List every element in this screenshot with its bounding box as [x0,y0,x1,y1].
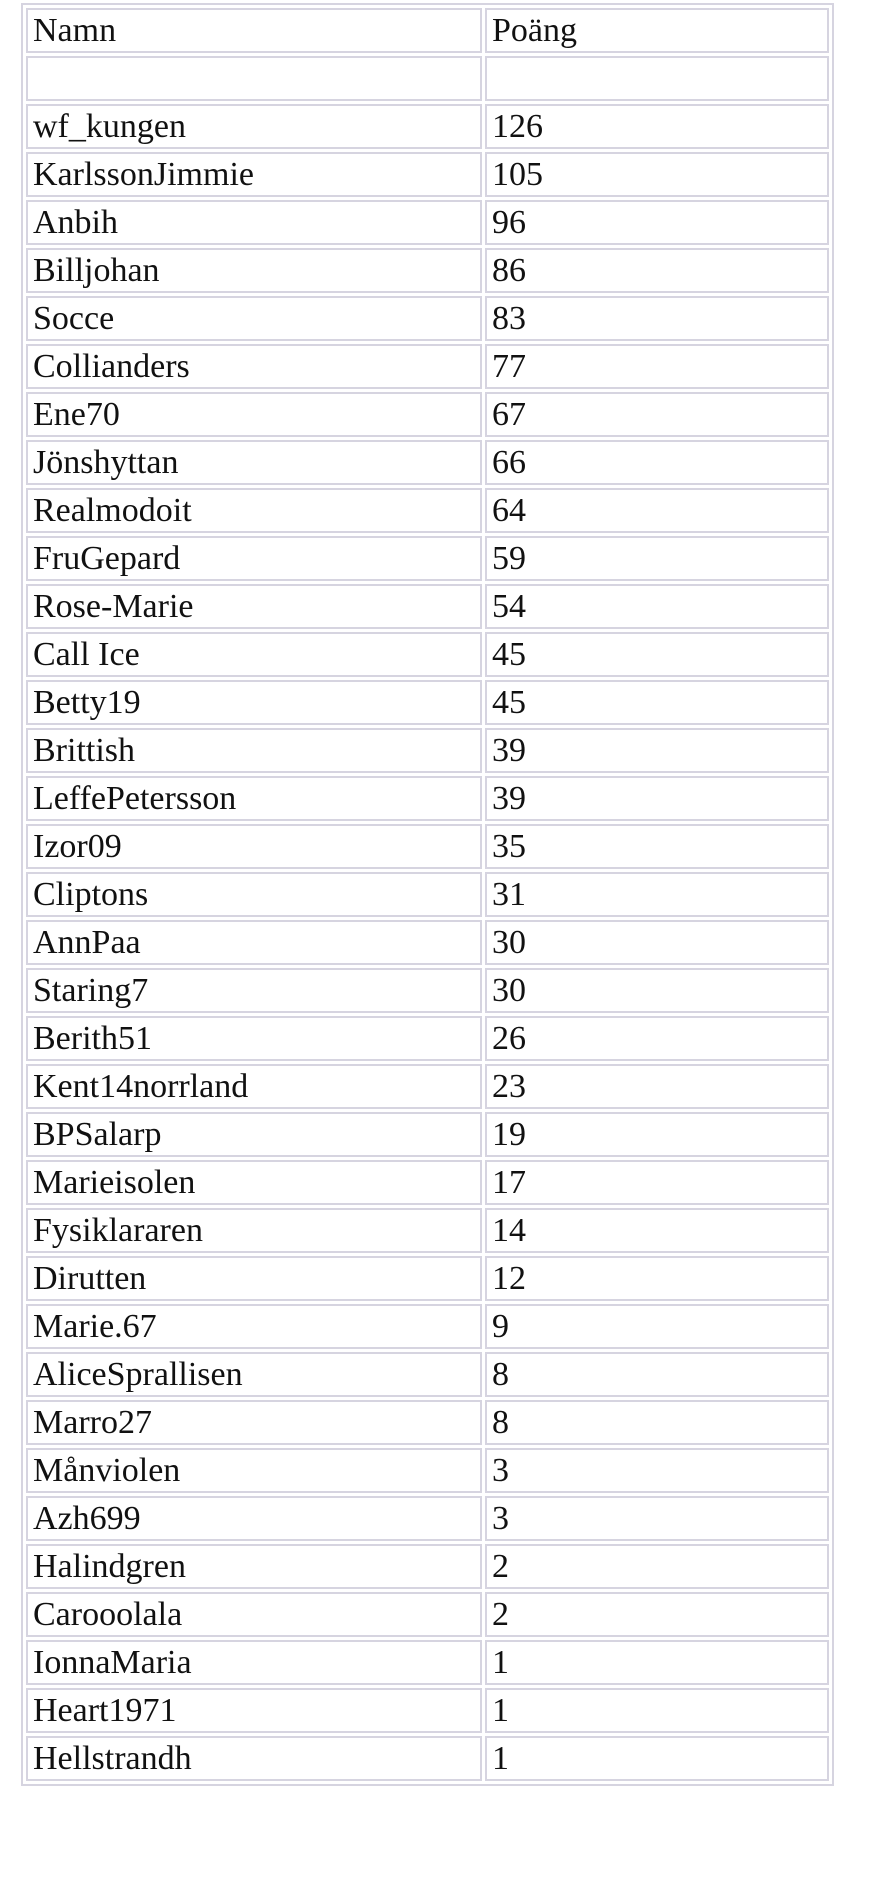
cell-points: 30 [485,968,829,1013]
table-row [26,1448,829,1493]
table-row [26,1112,829,1157]
cell-name: Hellstrandh [26,1736,482,1781]
cell-points: 54 [485,584,829,629]
table-row [26,1736,829,1781]
cell-name: Kent14norrland [26,1064,482,1109]
cell-name: Marie.67 [26,1304,482,1349]
table-row [26,248,829,293]
cell-points: 17 [485,1160,829,1205]
cell-name: FruGepard [26,536,482,581]
cell-name: Brittish [26,728,482,773]
cell-points: 8 [485,1352,829,1397]
cell-points: 3 [485,1496,829,1541]
table-row [26,488,829,533]
table-row [26,1640,829,1685]
table-row [26,392,829,437]
cell-name: Jönshyttan [26,440,482,485]
cell-points: 64 [485,488,829,533]
score-table [21,3,834,1786]
cell-points: 12 [485,1256,829,1301]
table-row [26,920,829,965]
cell-name: Betty19 [26,680,482,725]
table-row [26,584,829,629]
cell-points: 1 [485,1688,829,1733]
cell-name: Fysiklararen [26,1208,482,1253]
score-table-body [26,8,829,1781]
cell-points: 66 [485,440,829,485]
cell-name: Billjohan [26,248,482,293]
cell-points: 30 [485,920,829,965]
header-name: Namn [26,8,482,53]
table-row [26,1016,829,1061]
cell-points: 31 [485,872,829,917]
cell-name: Berith51 [26,1016,482,1061]
cell-points: 126 [485,104,829,149]
cell-name: Marro27 [26,1400,482,1445]
cell-points: 86 [485,248,829,293]
cell-name: AliceSprallisen [26,1352,482,1397]
table-row [26,1256,829,1301]
table-row [26,968,829,1013]
cell-name: wf_kungen [26,104,482,149]
cell-name: Azh699 [26,1496,482,1541]
table-row [26,1064,829,1109]
table-row [26,104,829,149]
cell-points: 2 [485,1592,829,1637]
table-row [26,536,829,581]
table-row [26,872,829,917]
cell-points: 19 [485,1112,829,1157]
cell-points: 67 [485,392,829,437]
table-row [26,632,829,677]
table-row [26,1400,829,1445]
table-row [26,56,829,101]
header-points: Poäng [485,8,829,53]
cell-name: IonnaMaria [26,1640,482,1685]
cell-name: Call Ice [26,632,482,677]
cell-points: 105 [485,152,829,197]
table-row [26,1208,829,1253]
cell-points: 26 [485,1016,829,1061]
table-row [26,1544,829,1589]
table-row [26,440,829,485]
cell-points: 83 [485,296,829,341]
cell-points [485,56,829,101]
cell-name: Rose-Marie [26,584,482,629]
table-row [26,344,829,389]
cell-points: 1 [485,1736,829,1781]
cell-points: 45 [485,680,829,725]
cell-name: Marieisolen [26,1160,482,1205]
cell-name: Cliptons [26,872,482,917]
cell-name: Dirutten [26,1256,482,1301]
cell-points: 59 [485,536,829,581]
cell-points: 23 [485,1064,829,1109]
cell-name: Staring7 [26,968,482,1013]
table-row [26,1688,829,1733]
cell-points: 9 [485,1304,829,1349]
cell-name: Realmodoit [26,488,482,533]
cell-points: 39 [485,776,829,821]
table-row [26,728,829,773]
cell-name: BPSalarp [26,1112,482,1157]
table-row [26,824,829,869]
cell-name: Heart1971 [26,1688,482,1733]
table-row [26,776,829,821]
cell-points: 45 [485,632,829,677]
cell-name: Månviolen [26,1448,482,1493]
cell-points: 8 [485,1400,829,1445]
table-row [26,1496,829,1541]
table-row [26,296,829,341]
cell-name: Collianders [26,344,482,389]
cell-points: 2 [485,1544,829,1589]
cell-points: 77 [485,344,829,389]
table-row [26,1352,829,1397]
table-row [26,1304,829,1349]
table-row [26,152,829,197]
cell-name: Anbih [26,200,482,245]
score-table-container [21,3,834,1786]
cell-points: 35 [485,824,829,869]
cell-name: Halindgren [26,1544,482,1589]
cell-points: 14 [485,1208,829,1253]
cell-name: LeffePetersson [26,776,482,821]
cell-points: 39 [485,728,829,773]
cell-name: Izor09 [26,824,482,869]
cell-points: 3 [485,1448,829,1493]
table-row [26,680,829,725]
cell-name: Carooolala [26,1592,482,1637]
cell-name [26,56,482,101]
cell-points: 96 [485,200,829,245]
cell-name: KarlssonJimmie [26,152,482,197]
cell-points: 1 [485,1640,829,1685]
table-row [26,1160,829,1205]
table-row [26,200,829,245]
cell-name: Ene70 [26,392,482,437]
header-row [26,8,829,53]
table-row [26,1592,829,1637]
cell-name: AnnPaa [26,920,482,965]
cell-name: Socce [26,296,482,341]
